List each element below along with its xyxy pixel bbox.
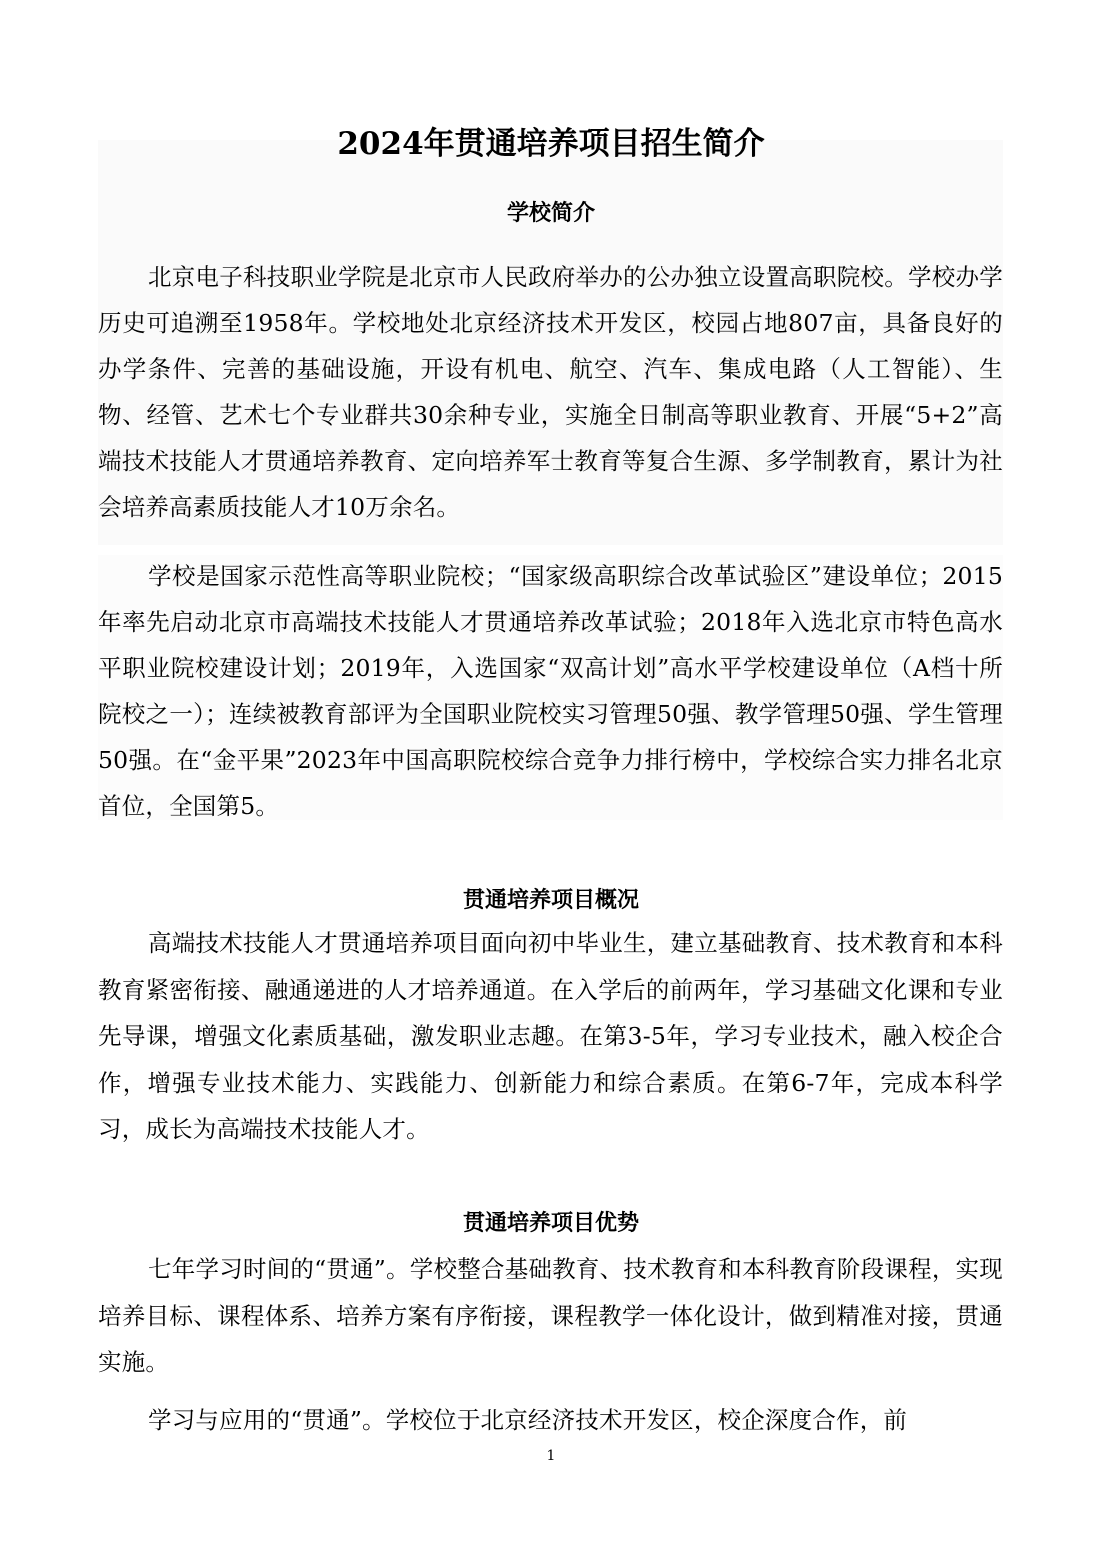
section-heading-school-intro: 学校简介 (506, 201, 595, 226)
document-title: 2024年贯通培养项目招生简介 (337, 126, 765, 162)
paragraph-school-honors: 学校是国家示范性高等职业院校；“国家级高职综合改革试验区”建设单位；2015年率先启动北京市高端技术技能人才贯通培养改革试验；2018年入选北京市特色高水平职业院校建设计划；2019年，入选国家“双高计划”高水平学校建设单位（A档十所院校之一）；连续被教育部评为全国职业院校实习管理50强、教学管理50强、学生管理50强。在“金平果”2023年中国高职院校综合竞争力排行榜中，学校综合实力排名北京首位，全国第5。 (98, 562, 1003, 820)
paragraph-school-intro: 北京电子科技职业学院是北京市人民政府举办的公办独立设置高职院校。学校办学历史可追溯至1958年。学校地处北京经济技术开发区，校园占地807亩，具备良好的办学条件、完善的基础设施，开设有机电、航空、汽车、集成电路（人工智能）、生物、经管、艺术七个专业群共30余种专业，实施全日制高等职业教育、开展“5+2”高端技术技能人才贯通培养教育、定向培养军士教育等复合生源、多学制教育，累计为社会培养高素质技能人才10万余名。 (98, 263, 1003, 521)
section-heading-program-advantages: 贯通培养项目优势 (462, 1211, 639, 1236)
page-number: 1 (546, 1448, 556, 1464)
section-heading-program-overview: 贯通培养项目概况 (462, 888, 639, 913)
paragraph-program-overview: 高端技术技能人才贯通培养项目面向初中毕业生，建立基础教育、技术教育和本科教育紧密衔接、融通递进的人才培养通道。在入学后的前两年，学习基础文化课和专业先导课，增强文化素质基础，激发职业志趣。在第3-5年，学习专业技术，融入校企合作，增强专业技术能力、实践能力、创新能力和综合素质。在第6-7年，完成本科学习，成长为高端技术技能人才。 (98, 929, 1003, 1143)
paragraph-advantage-seven-years: 七年学习时间的“贯通”。学校整合基础教育、技术教育和本科教育阶段课程，实现培养目标、课程体系、培养方案有序衔接，课程教学一体化设计，做到精准对接，贯通实施。 (98, 1255, 1003, 1376)
paragraph-advantage-learning-application: 学习与应用的“贯通”。学校位于北京经济技术开发区，校企深度合作，前 (148, 1406, 908, 1434)
